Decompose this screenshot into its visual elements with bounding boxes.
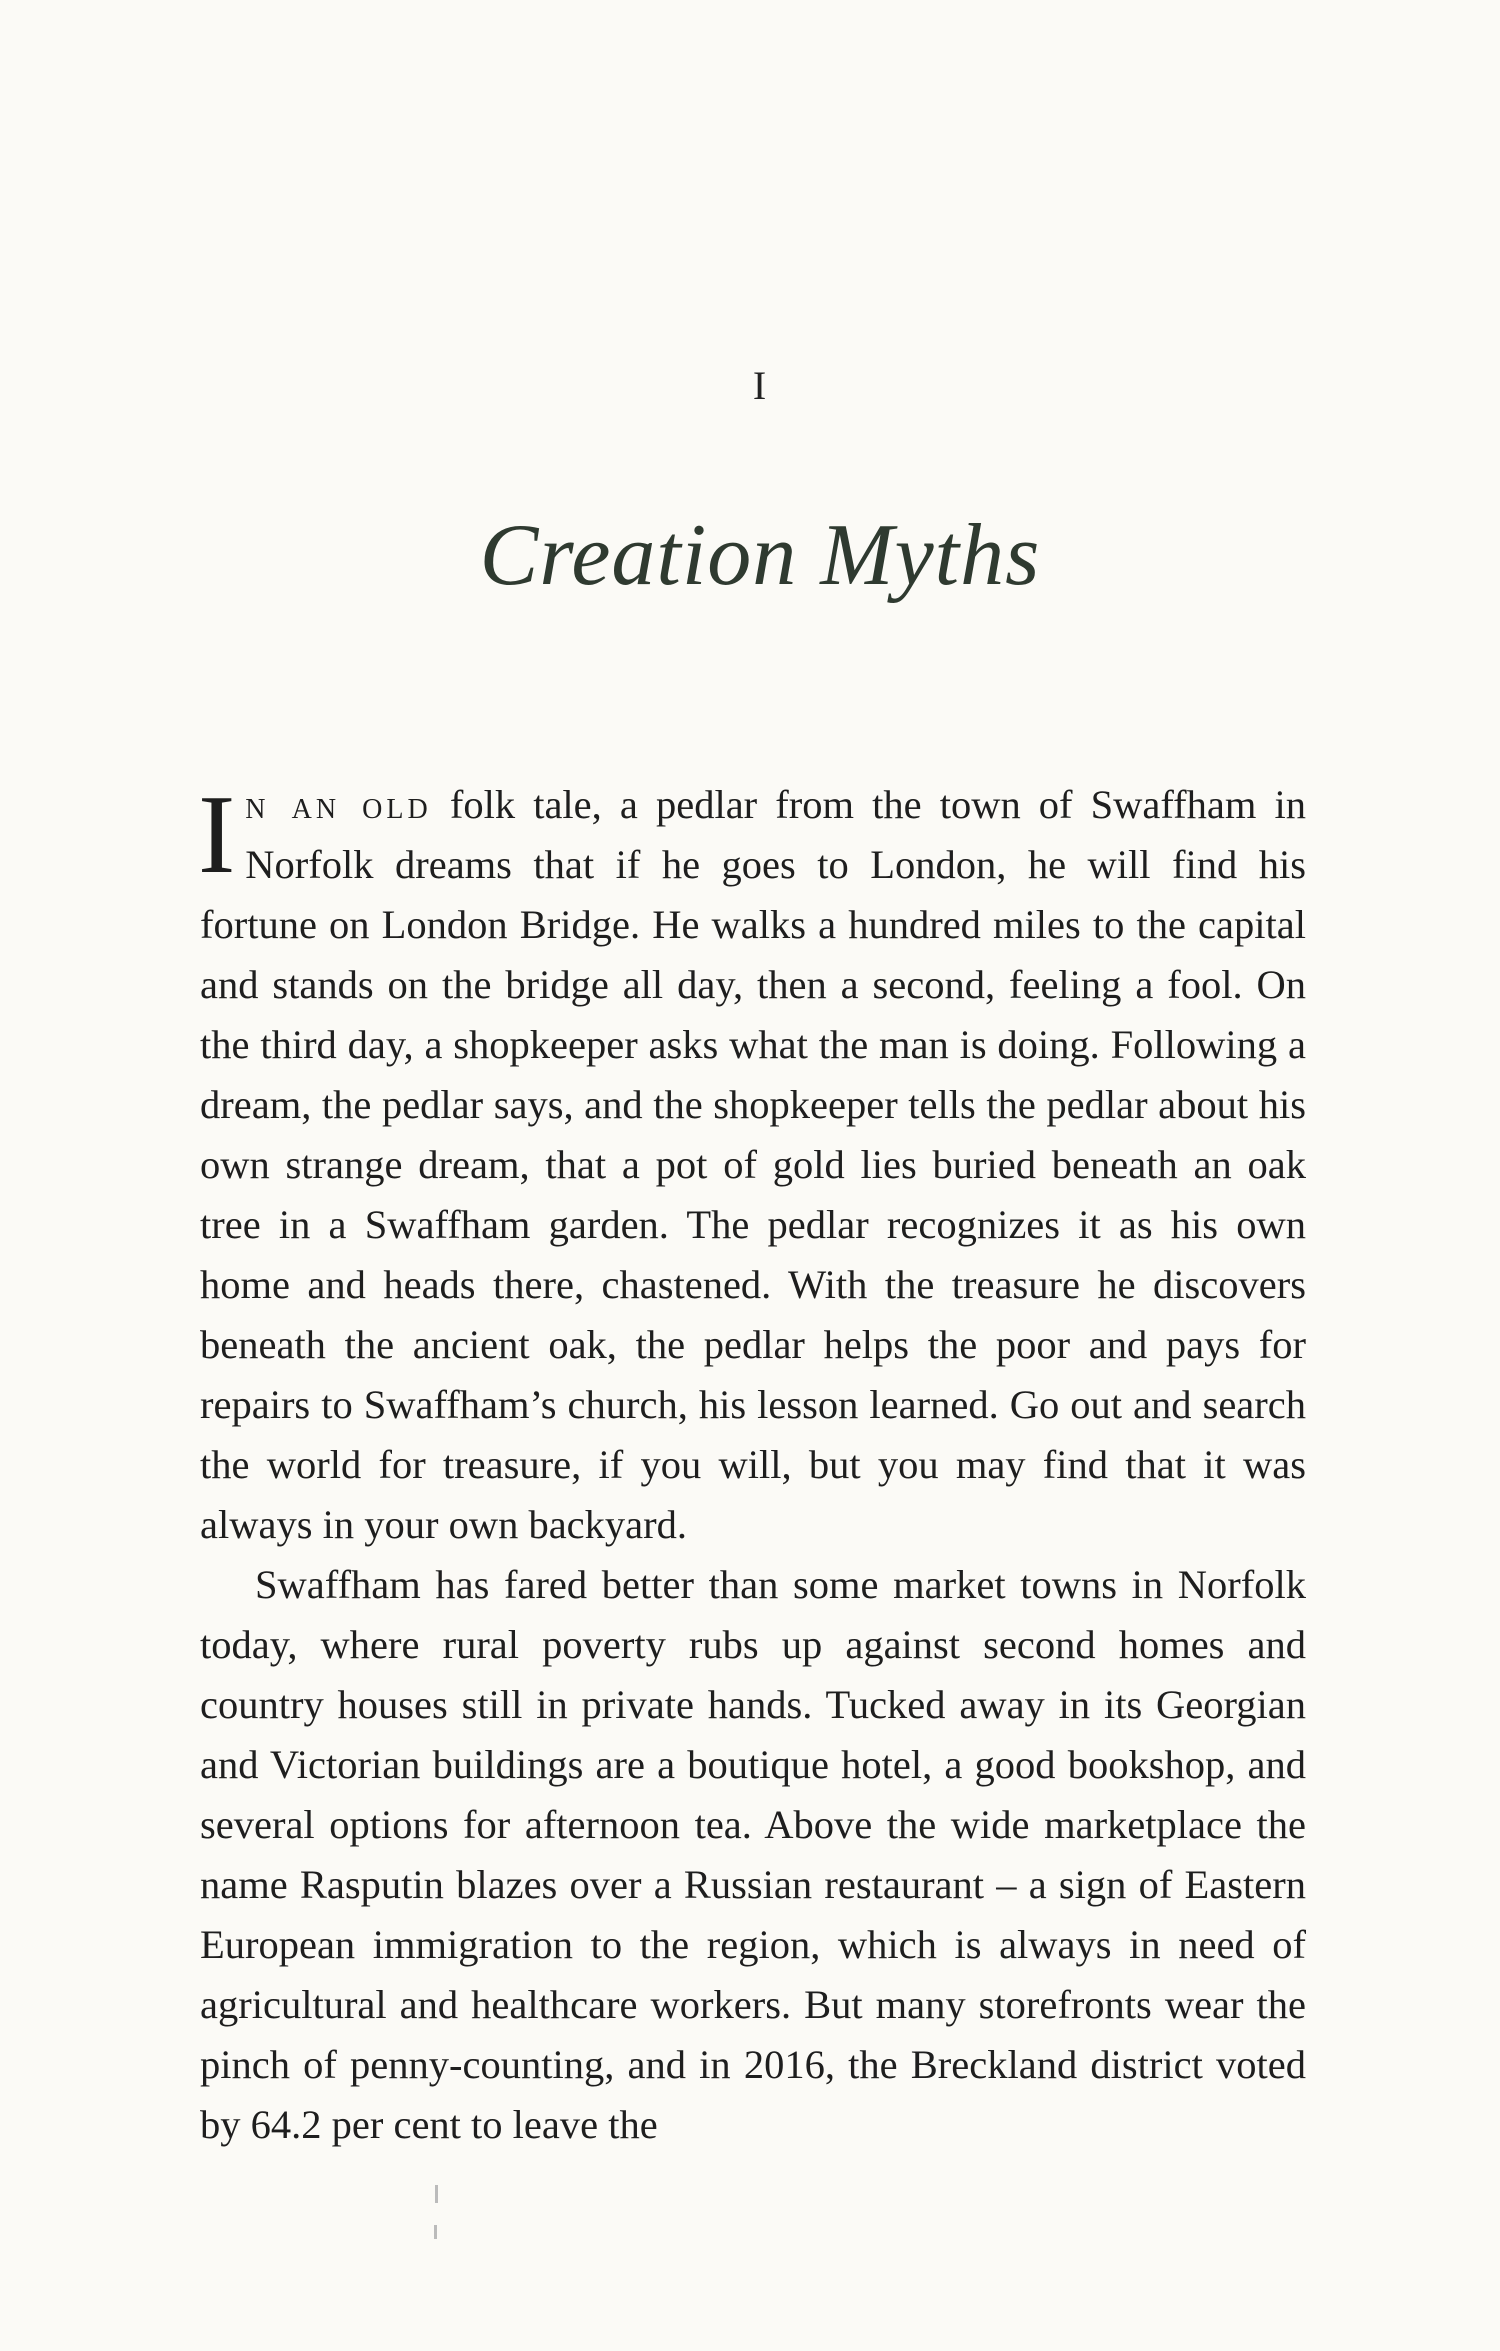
- scan-mark: [435, 2185, 438, 2203]
- paragraph-1: [200, 775, 1306, 1555]
- chapter-title: Creation Myths: [479, 507, 1041, 604]
- drop-cap: I: [198, 773, 236, 897]
- body-text: [200, 775, 1306, 2155]
- small-caps-lead: n an old: [245, 782, 432, 827]
- paragraph-1-text: folk tale, a pedlar from the town of Swaffham in Norfolk dreams that if he goes to London, he will find his fortune on London Bridge. He walks a hundred miles to the capital and stands on the bridge all day, then a second, feeling a fool. On the third day, a shopkeeper asks what the man is doing. Following a dream, the pedlar says, and the shopkeeper tells the pedlar about his own strange dream, that a pot of gold lies buried beneath an oak tree in a Swaffham garden. The pedlar recognizes it as his own home and heads there, chastened. With the treasure he discovers beneath the ancient oak, the pedlar helps the poor and pays for repairs to Swaffham’s church, his lesson learned. Go out and search the world for treasure, if you will, but you may find that it was always in your own backyard.: [200, 782, 1306, 1547]
- chapter-number: I: [752, 363, 768, 408]
- scan-mark: [434, 2225, 437, 2239]
- paragraph-2: Swaffham has fared better than some market towns in Norfolk today, where rural poverty rubs up against second homes and country houses still in private hands. Tucked away in its Georgian and Victorian buildings are a boutique hotel, a good bookshop, and several options for afternoon tea. Above the wide marketplace the name Rasputin blazes over a Russian restaurant – a sign of Eastern European immigration to the region, which is always in need of agricultural and healthcare workers. But many storefronts wear the pinch of penny-counting, and in 2016, the Breckland district voted by 64.2 per cent to leave the: [200, 1562, 1306, 2147]
